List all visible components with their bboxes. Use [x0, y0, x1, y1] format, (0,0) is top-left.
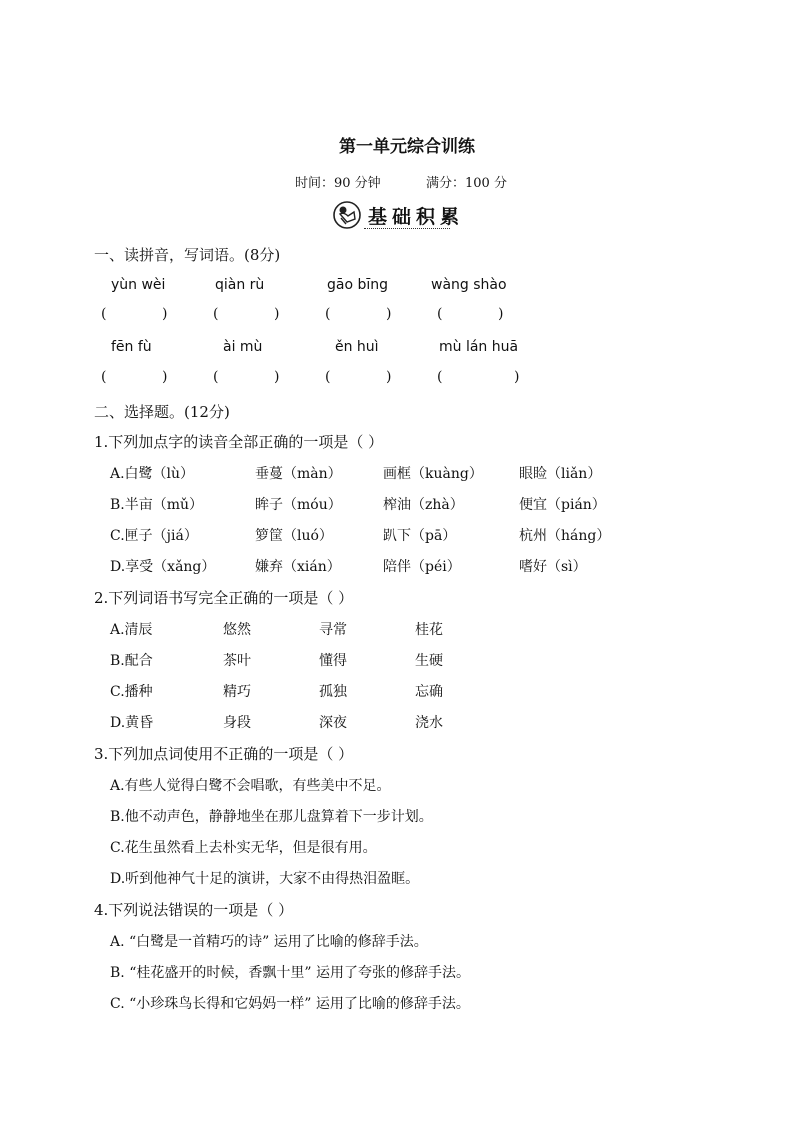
q1-option-word: 便宜（pián） — [519, 497, 606, 513]
pinyin-7: ěn huì — [335, 339, 379, 355]
question-1-stem: 1.下列加点字的读音全部正确的一项是（ ） — [94, 433, 384, 451]
q1-option[interactable]: D.享受（xǎng） — [110, 559, 216, 575]
time-limit: 时间：90 分钟 — [295, 176, 381, 191]
pinyin-1: yùn wèi — [111, 277, 166, 293]
q1-option-word: 榨油（zhà） — [383, 497, 464, 513]
answer-blank-close[interactable]: ) — [386, 306, 392, 322]
q2-option-word: 悠然 — [223, 622, 251, 638]
q2-option[interactable]: A.清辰 — [110, 622, 153, 638]
q2-option-word: 忘确 — [415, 684, 443, 700]
question-3-stem: 3.下列加点词使用不正确的一项是（ ） — [94, 745, 354, 763]
q2-option-word: 精巧 — [223, 684, 251, 700]
q4-option[interactable]: A. “白鹭是一首精巧的诗” 运用了比喻的修辞手法。 — [110, 934, 428, 950]
q1-option-word: 杭州（háng） — [519, 528, 611, 544]
answer-blank-open[interactable]: ( — [101, 369, 107, 385]
question-4-stem: 4.下列说法错误的一项是（ ） — [94, 901, 294, 919]
q1-option[interactable]: B.半亩（mǔ） — [110, 497, 204, 513]
answer-blank-close[interactable]: ) — [498, 306, 504, 322]
q3-option[interactable]: A.有些人觉得白鹭不会唱歌，有些美中不足。 — [110, 778, 391, 794]
answer-blank-open[interactable]: ( — [437, 369, 443, 385]
full-score: 满分：100 分 — [426, 176, 507, 191]
answer-blank-close[interactable]: ) — [162, 306, 168, 322]
pinyin-3: gāo bīng — [327, 277, 389, 293]
answer-blank-close[interactable]: ) — [274, 306, 280, 322]
q1-option[interactable]: C.匣子（jiá） — [110, 528, 198, 544]
answer-blank-open[interactable]: ( — [213, 306, 219, 322]
q2-option-word: 懂得 — [319, 653, 347, 669]
answer-blank-open[interactable]: ( — [325, 369, 331, 385]
q3-option[interactable]: D.听到他神气十足的演讲，大家不由得热泪盈眶。 — [110, 871, 420, 887]
q1-option-word: 画框（kuàng） — [383, 466, 483, 482]
answer-blank-close[interactable]: ) — [386, 369, 392, 385]
q1-option-word: 垂蔓（màn） — [255, 466, 342, 482]
answer-blank-open[interactable]: ( — [325, 306, 331, 322]
page-title: 第一单元综合训练 — [339, 137, 475, 157]
q2-option-word: 生硬 — [415, 653, 443, 669]
banner-underline — [364, 228, 450, 229]
pinyin-6: ài mù — [223, 339, 263, 355]
answer-blank-close[interactable]: ) — [162, 369, 168, 385]
q4-option[interactable]: C. “小珍珠鸟长得和它妈妈一样” 运用了比喻的修辞手法。 — [110, 996, 470, 1012]
section-banner — [332, 200, 465, 232]
q2-option[interactable]: D.黄昏 — [110, 715, 154, 731]
q1-option-word: 箩筐（luó） — [255, 528, 333, 544]
reading-child-icon — [332, 200, 362, 230]
q1-option-word: 趴下（pā） — [383, 528, 457, 544]
answer-blank-open[interactable]: ( — [101, 306, 107, 322]
q3-option[interactable]: B.他不动声色，静静地坐在那儿盘算着下一步计划。 — [110, 809, 433, 825]
pinyin-5: fēn fù — [111, 339, 152, 355]
pinyin-8: mù lán huā — [439, 339, 519, 355]
pinyin-4: wàng shào — [431, 277, 507, 293]
answer-blank-open[interactable]: ( — [213, 369, 219, 385]
answer-blank-close[interactable]: ) — [274, 369, 280, 385]
q2-option-word: 身段 — [223, 715, 251, 731]
q1-option[interactable]: A.白鹭（lù） — [110, 466, 195, 482]
question-2-stem: 2.下列词语书写完全正确的一项是（ ） — [94, 589, 354, 607]
q1-option-word: 陪伴（péi） — [383, 559, 461, 575]
q2-option-word: 寻常 — [319, 622, 347, 638]
q3-option[interactable]: C.花生虽然看上去朴实无华，但是很有用。 — [110, 840, 377, 856]
q2-option-word: 深夜 — [319, 715, 347, 731]
answer-blank-open[interactable]: ( — [437, 306, 443, 322]
section2-heading: 二、选择题。(12分) — [94, 403, 230, 421]
q2-option-word: 茶叶 — [223, 653, 251, 669]
q4-option[interactable]: B. “桂花盛开的时候，香飘十里” 运用了夸张的修辞手法。 — [110, 965, 470, 981]
q1-option-word: 眼睑（liǎn） — [519, 466, 602, 482]
pinyin-2: qiàn rù — [215, 277, 265, 293]
answer-blank-close[interactable]: ) — [514, 369, 520, 385]
section1-heading: 一、读拼音，写词语。(8分) — [94, 246, 281, 264]
banner-text: 基础积累 — [368, 206, 465, 228]
q2-option[interactable]: C.播种 — [110, 684, 153, 700]
q1-option-word: 嗜好（sì） — [519, 559, 587, 575]
q2-option-word: 桂花 — [415, 622, 443, 638]
q2-option-word: 孤独 — [319, 684, 347, 700]
q1-option-word: 眸子（móu） — [255, 497, 342, 513]
q1-option-word: 嫌弃（xián） — [255, 559, 341, 575]
q2-option-word: 浇水 — [415, 715, 443, 731]
q2-option[interactable]: B.配合 — [110, 653, 153, 669]
